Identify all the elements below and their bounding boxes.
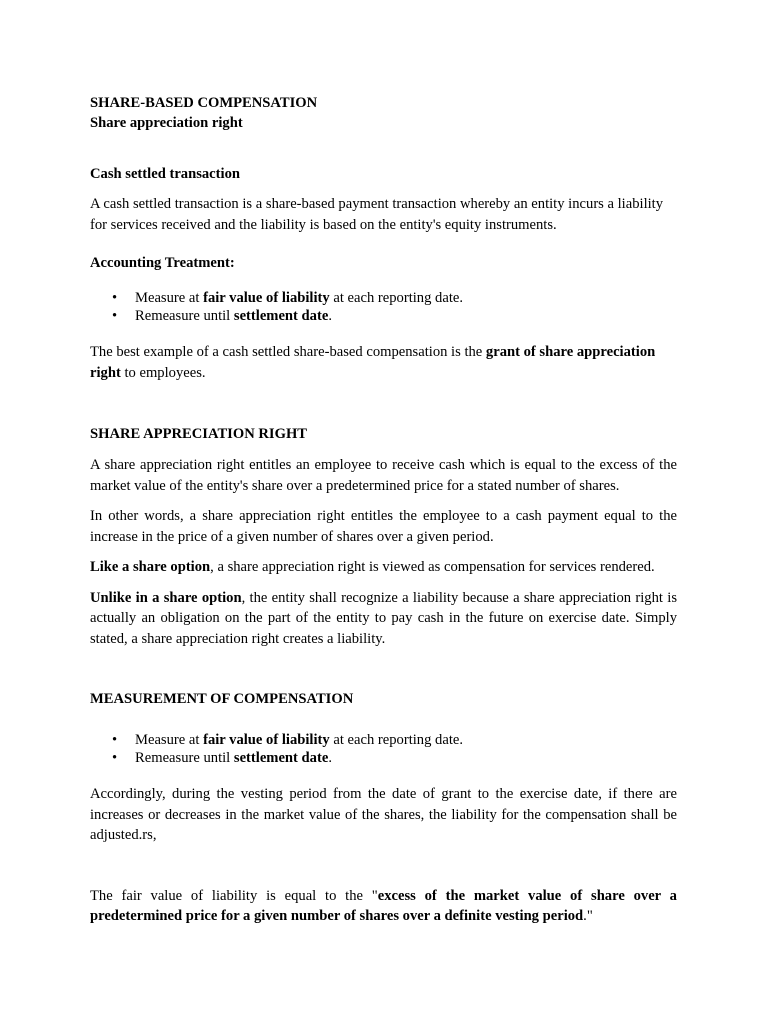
document-title: SHARE-BASED COMPENSATION bbox=[90, 95, 318, 111]
document-page bbox=[90, 93, 677, 927]
paragraph-unlike-share-option: Unlike in a share option, the entity shall recognize a liability because a share appreciation right is actually an obligation on the part of the entity to pay cash in the future on exercise date. Simply stated, a share appreciation right creates a liability. bbox=[90, 589, 677, 647]
paragraph-like-share-option: Like a share option, a share appreciation right is viewed as compensation for services rendered. bbox=[90, 559, 655, 575]
list-item: • Remeasure until settlement date. bbox=[135, 307, 677, 325]
list-item: • Measure at fair value of liability at each reporting date. bbox=[135, 289, 677, 307]
list-item: • Measure at fair value of liability at each reporting date. bbox=[135, 731, 677, 749]
paragraph-cash-settled-definition: A cash settled transaction is a share-based payment transaction whereby an entity incurs a liability for services received and the liability is based on the entity's equity instruments. bbox=[90, 196, 664, 233]
document-subtitle: Share appreciation right bbox=[90, 115, 243, 131]
section-heading-accounting-treatment: Accounting Treatment: bbox=[90, 255, 235, 271]
list-item: • Remeasure until settlement date. bbox=[135, 749, 677, 767]
paragraph-sar-other-words: In other words, a share appreciation right entitles the employee to a cash payment equal to the increase in the price of a given number of shares over a given period. bbox=[90, 508, 677, 545]
paragraph-fair-value-liability: The fair value of liability is equal to the "excess of the market value of share over a predetermined price for a given number of shares over a definite vesting period." bbox=[90, 887, 677, 924]
measurement-list bbox=[90, 731, 677, 767]
accounting-treatment-list bbox=[90, 289, 677, 325]
section-heading-measurement: MEASUREMENT OF COMPENSATION bbox=[90, 691, 354, 707]
paragraph-vesting-period: Accordingly, during the vesting period from the date of grant to the exercise date, if there are increases or decreases in the market value of the shares, the liability for the compensation shall be adjusted.rs, bbox=[90, 786, 677, 843]
paragraph-sar-definition: A share appreciation right entitles an employee to receive cash which is equal to the excess of the market value of the entity's share over a predetermined price for a stated number of shares. bbox=[90, 457, 677, 494]
paragraph-best-example: The best example of a cash settled share-based compensation is the grant of share appreciation right to employees. bbox=[90, 344, 656, 381]
section-heading-cash-settled: Cash settled transaction bbox=[90, 166, 240, 182]
section-heading-share-appreciation-right: SHARE APPRECIATION RIGHT bbox=[90, 426, 308, 442]
